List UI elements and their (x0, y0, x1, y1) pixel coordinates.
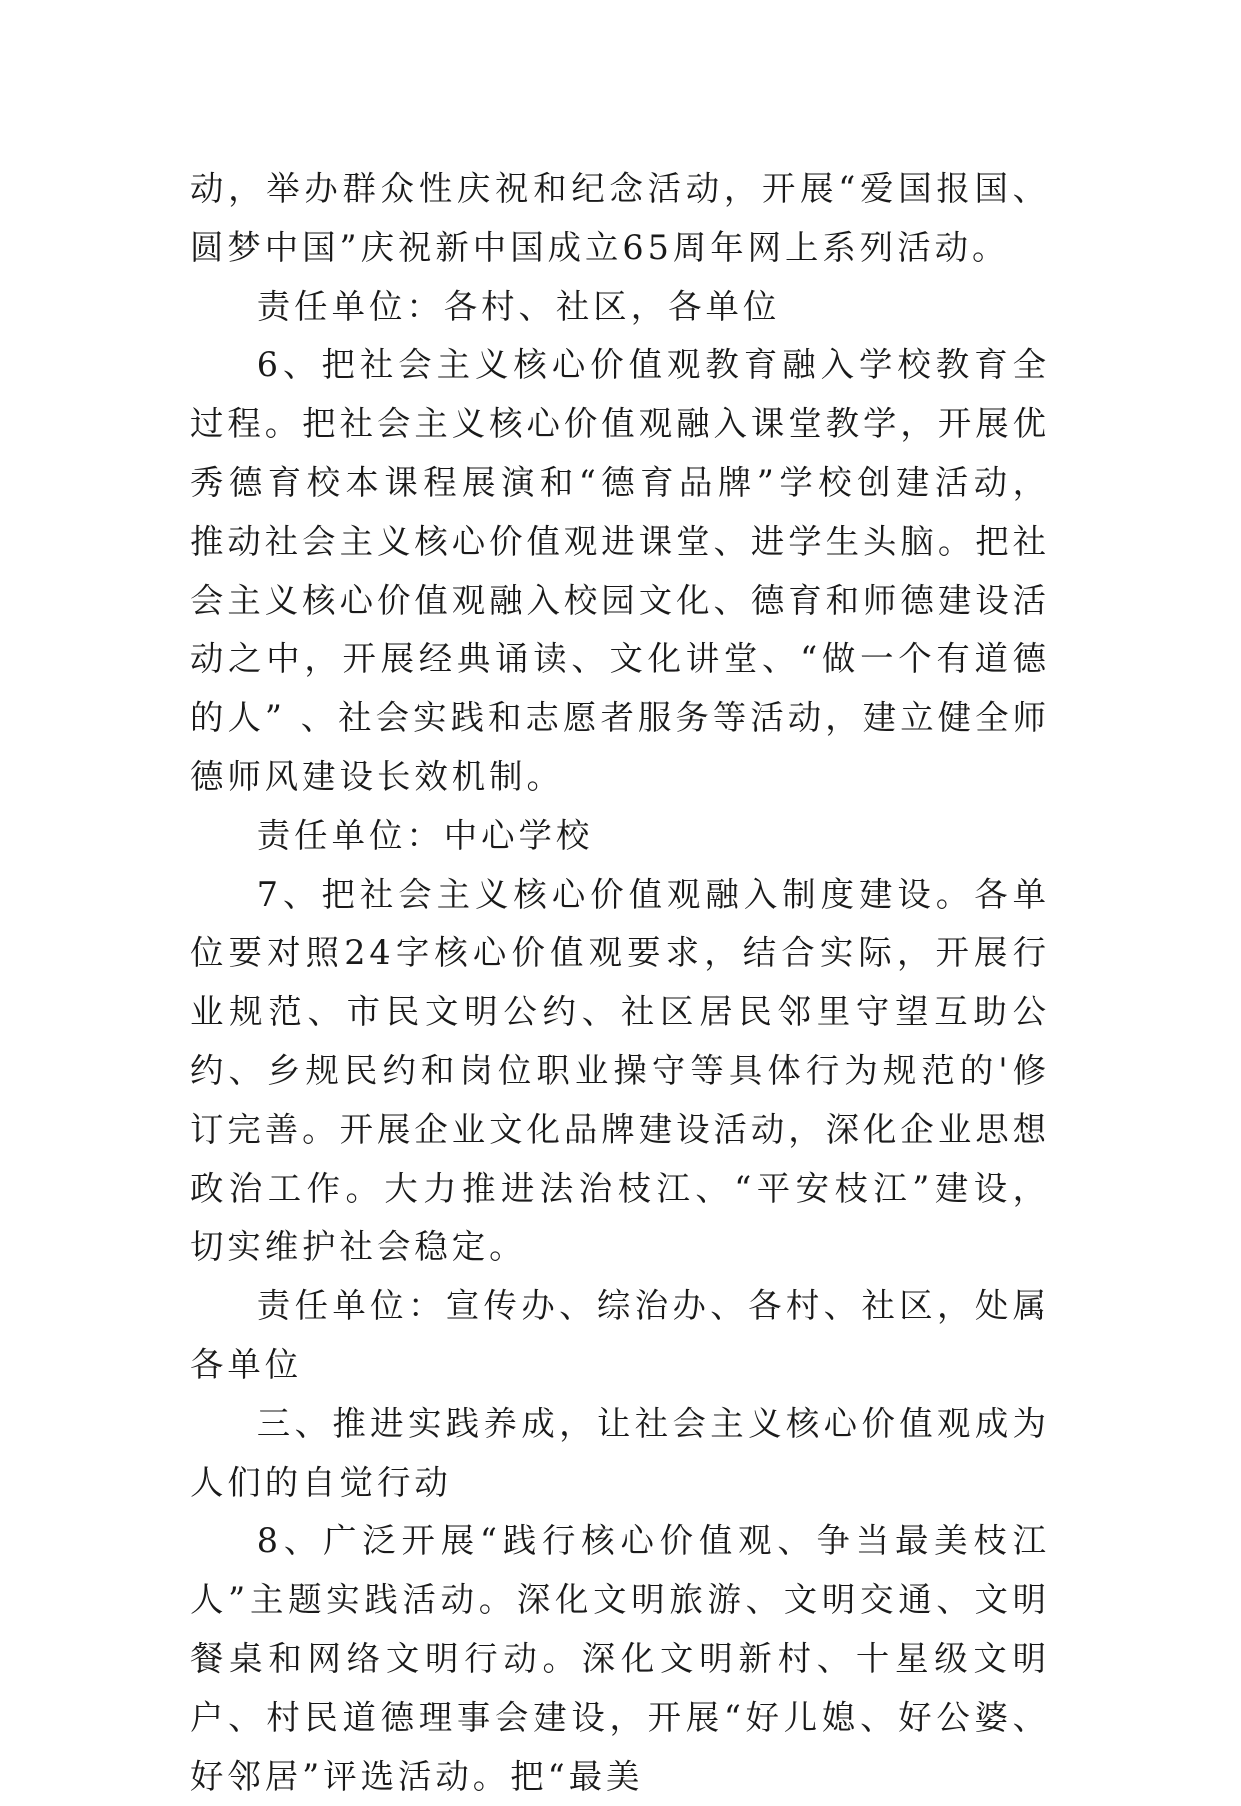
paragraph: 6、把社会主义核心价值观教育融入学校教育全过程。把社会主义核心价值观融入课堂教学，开展优秀德育校本课程展演和“德育品牌”学校创建活动，推动社会主义核心价值观进课堂、进学生头脑。把社会主义核心价值观融入校园文化、德育和师德建设活动之中，开展经典诵读、文化讲堂、“做一个有道德的人” 、社会实践和志愿者服务等活动，建立健全师德师风建设长效机制。 (190, 345, 1050, 796)
paragraph: 8、广泛开展“践行核心价值观、争当最美枝江人”主题实践活动。深化文明旅游、文明交通、文明餐桌和网络文明行动。深化文明新村、十星级文明户、村民道德理事会建设，开展“好儿媳、好公婆、好邻居”评选活动。把“最美 (190, 1521, 1050, 1796)
paragraph-responsible-unit: 责任单位：各村、社区，各单位 (256, 286, 781, 326)
paragraph: 7、把社会主义核心价值观融入制度建设。各单位要对照24字核心价值观要求，结合实际，开展行业规范、市民文明公约、社区居民邻里守望互助公约、乡规民约和岗位职业操守等具体行为规范的'修订完善。开展企业文化品牌建设活动，深化企业思想政治工作。大力推进法治枝江、“平安枝江”建设，切实维护社会稳定。 (190, 874, 1050, 1267)
section-heading: 三、推进实践养成，让社会主义核心价值观成为人们的自觉行动 (190, 1403, 1050, 1502)
paragraph-responsible-unit: 责任单位：宣传办、综治办、各村、社区，处属各单位 (190, 1286, 1050, 1384)
paragraph-responsible-unit: 责任单位：中心学校 (256, 815, 594, 855)
paragraph: 动，举办群众性庆祝和纪念活动，开展“爱国报国、圆梦中国”庆祝新中国成立65周年网上系列活动。 (190, 169, 1050, 267)
document-body (190, 160, 1050, 1806)
